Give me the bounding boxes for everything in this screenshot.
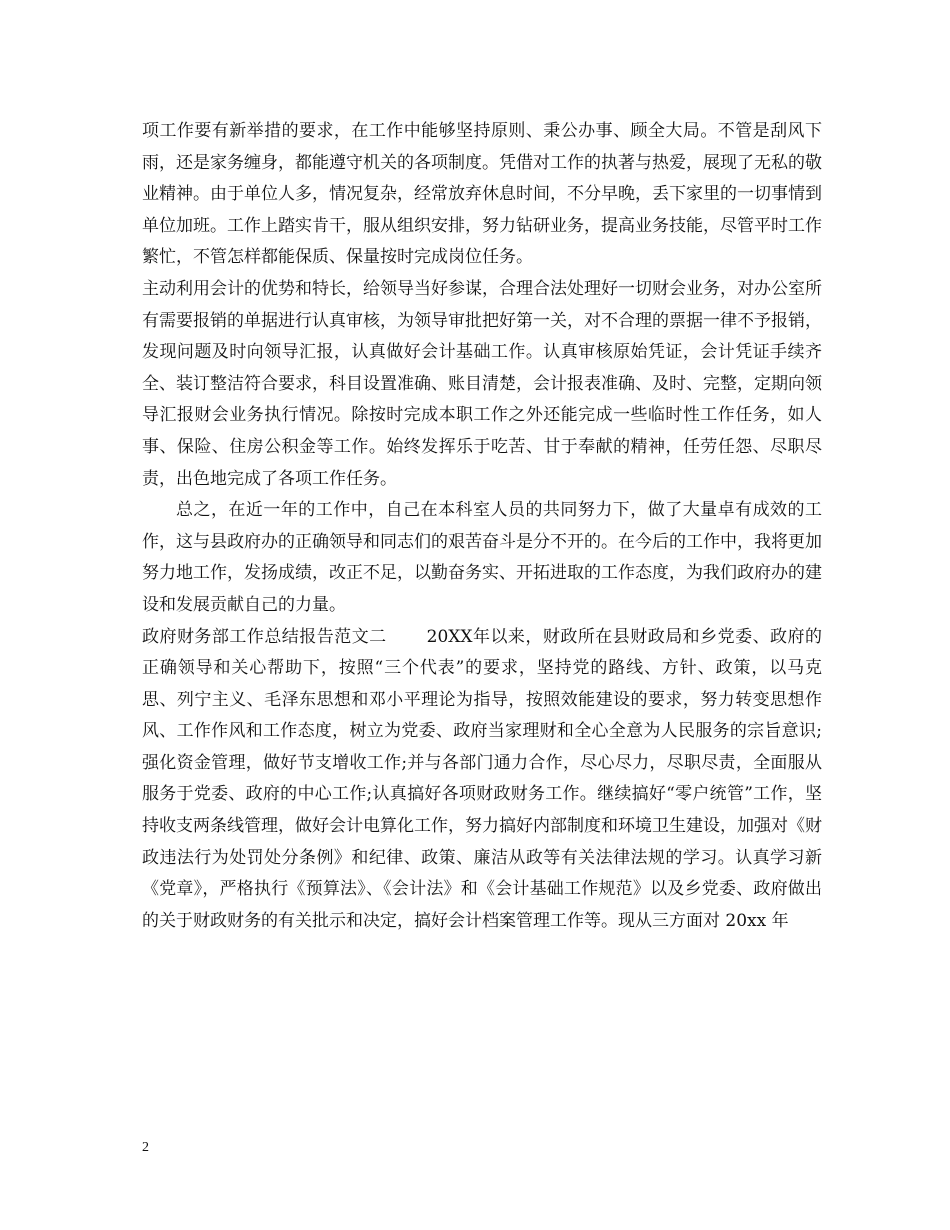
section-body-text: 20XX年以来，财政所在县财政局和乡党委、政府的正确领导和关心帮助下，按照“三个代表”的要求，坚持党的路线、方针、政策，以马克思、列宁主义、毛泽东思想和邓小平理论为指导，按照效能建设的要求，努力转变思想作风、工作作风和工作态度，树立为党委、政府当家理财和全心全意为人民服务的宗旨意识;强化资金管理，做好节支增收工作;并与各部门通力合作，尽心尽力，尽职尽责，全面服从服务于党委、政府的中心工作;认真搞好各项财政财务工作。继续搞好“零户统管”工作，坚持收支两条线管理，做好会计电算化工作，努力搞好内部制度和环境卫生建设，加强对《财政违法行为处罚处分条例》和纪律、政策、廉洁从政等有关法律法规的学习。认真学习新《党章》，严格执行《预算法》、《会计法》和《会计基础工作规范》以及乡党委、政府做出的关于财政财务的有关批示和决定，搞好会计档案管理工作等。现从三方面对 20xx 年 bbox=[142, 626, 822, 931]
document-body bbox=[142, 116, 822, 937]
section-heading: 政府财务部工作总结报告范文二 bbox=[142, 626, 387, 647]
paragraph-accounting-duties: 主动利用会计的优势和特长，给领导当好参谋，合理合法处理好一切财会业务，对办公室所有需要报销的单据进行认真审核，为领导审批把好第一关，对不合理的票据一律不予报销，发现问题及时向领导汇报，认真做好会计基础工作。认真审核原始凭证，会计凭证手续齐全、装订整洁符合要求，科目设置准确、账目清楚，会计报表准确、及时、完整，定期向领导汇报财会业务执行情况。除按时完成本职工作之外还能完成一些临时性工作任务，如人事、保险、住房公积金等工作。始终发挥乐于吃苦、甘于奉献的精神，任劳任怨、尽职尽责，出色地完成了各项工作任务。 bbox=[142, 278, 822, 489]
paragraph-conclusion: 总之，在近一年的工作中，自己在本科室人员的共同努力下，做了大量卓有成效的工作，这与县政府办的正确领导和同志们的艰苦奋斗是分不开的。在今后的工作中，我将更加努力地工作，发扬成绩，改正不足，以勤奋务实、开拓进取的工作态度，为我们政府办的建设和发展贡献自己的力量。 bbox=[142, 500, 822, 615]
page-number: 2 bbox=[142, 1140, 149, 1155]
paragraph-continued: 项工作要有新举措的要求，在工作中能够坚持原则、秉公办事、顾全大局。不管是刮风下雨，还是家务缠身，都能遵守机关的各项制度。凭借对工作的执著与热爱，展现了无私的敬业精神。由于单位人多，情况复杂，经常放弃休息时间，不分早晚，丢下家里的一切事情到单位加班。工作上踏实肯干，服从组织安排，努力钻研业务，提高业务技能，尽管平时工作繁忙，不管怎样都能保质、保量按时完成岗位任务。 bbox=[142, 121, 822, 268]
section-paragraph bbox=[142, 622, 822, 938]
